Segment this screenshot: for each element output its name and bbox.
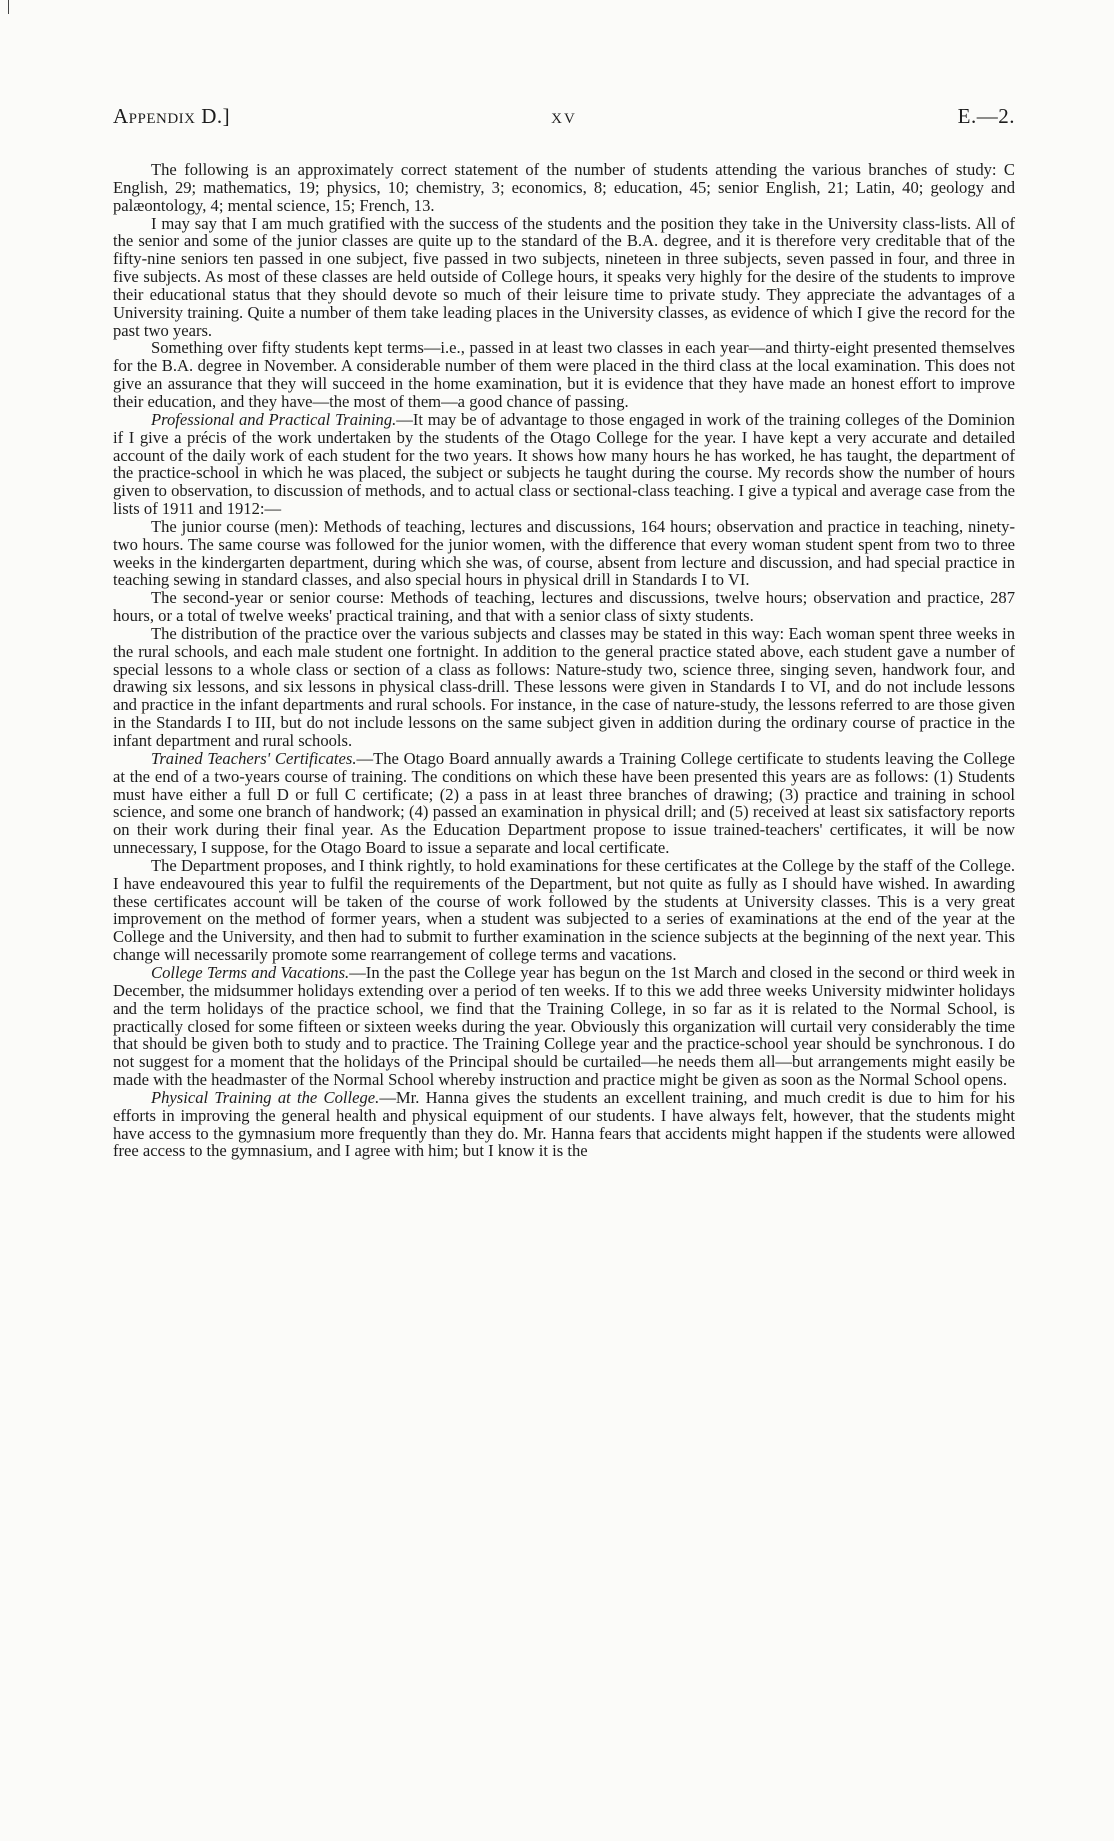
paragraph-text: The following is an approximately correct statement of the number of students attending the various branches of study: C English, 29; mathematics, 19; physics, 10; chemistry, 3; economics, 8; education, 45; senior English, 21; Latin, 40; geology and palæontology, 4; mental science, 15; French, 13. (113, 160, 1015, 215)
paragraph-text: The Department proposes, and I think rightly, to hold examinations for these certificates at the College by the staff of the College. I have endeavoured this year to fulfil the requirements of the Department, but not quite as fully as I should have wished. In awarding these certificates account will be taken of the course of work followed by the students at University classes. This is a very great improvement on the method of former years, when a student was subjected to a series of examinations at the end of the year at the College and the University, and then had to submit to further examination in the science subjects at the beginning of the next year. This change will necessarily promote some rearrangement of college terms and vacations. (113, 855, 1015, 965)
paragraph (113, 411, 1015, 518)
paragraph (113, 964, 1015, 1089)
paragraph-heading: Physical Training at the College. (151, 1087, 380, 1107)
paragraph-heading: College Terms and Vacations. (151, 962, 350, 982)
paragraph (113, 625, 1015, 750)
paragraph (113, 857, 1015, 964)
paragraph (113, 1089, 1015, 1160)
paragraph-heading: Trained Teachers' Certificates. (151, 748, 357, 768)
document-reference: E.—2. (957, 104, 1015, 128)
paragraph (113, 589, 1015, 625)
paragraph-text: I may say that I am much gratified with the success of the students and the position they take in the University class-lists. All of the senior and some of the junior classes are quite up to the standard of the B.A. degree, and it is therefore very creditable that of the fifty-nine seniors ten passed in one subject, five passed in two subjects, nineteen in three subjects, seven passed in four, and three in five subjects. As most of these classes are held outside of College hours, it speaks very highly for the desire of the students to improve their educational status that they should devote so much of their leisure time to private study. They appreciate the advantages of a University training. Quite a number of them take leading places in the University classes, as evidence of which I give the record for the past two years. (113, 213, 1015, 340)
paragraph-text: —Mr. Hanna gives the students an excellent training, and much credit is due to him for his efforts in improving the general health and physical equipment of our students. I have always felt, however, that the students might have access to the gymnasium more frequently than they do. Mr. Hanna fears that accidents might happen if the students were allowed free access to the gymnasium, and I agree with him; but I know it is the (113, 1087, 1015, 1161)
running-header (113, 104, 1015, 130)
paragraph-heading: Professional and Practical Training. (151, 409, 397, 429)
paragraph-text: The second-year or senior course: Methods of teaching, lectures and discussions, twelve hours; observation and practice, 287 hours, or a total of twelve weeks' practical training, and that with a senior class of sixty students. (113, 588, 1015, 626)
paragraph (113, 161, 1015, 215)
paragraph (113, 518, 1015, 589)
paragraph-text: —The Otago Board annually awards a Training College certificate to students leaving the College at the end of a two-years course of training. The conditions on which these have been presented this years are as follows: (1) Students must have either a full D or full C certificate; (2) a pass in at least three branches of drawing; (3) practice and training in school science, and some one branch of handwork; (4) passed an examination in physical drill; and (5) received at least six satisfactory reports on their work during their final year. As the Education Department propose to issue trained-teachers' certificates, it will be now unnecessary, I suppose, for the Otago Board to issue a separate and local certificate. (113, 748, 1015, 858)
paragraph-text: Something over fifty students kept terms—i.e., passed in at least two classes in each year—and thirty-eight presented themselves for the B.A. degree in November. A considerable number of them were placed in the third class at the local examination. This does not give an assurance that they will succeed in the home examination, but it is evidence that they have made an honest effort to improve their education, and they have—the most of them—a good chance of passing. (113, 338, 1015, 411)
paragraph (113, 339, 1015, 410)
page-number: xv (551, 104, 577, 128)
header-appendix-label: Appendix D.] (113, 104, 231, 128)
paragraph (113, 750, 1015, 857)
paragraph-text: —In the past the College year has begun on the 1st March and closed in the second or third week in December, the midsummer holidays extending over a period of ten weeks. If to this we add three weeks University midwinter holidays and the term holidays of the practice school, we find that the Training College, in so far as it is related to the Normal School, is practically closed for some fifteen or sixteen weeks during the year. Obviously this organization will curtail very considerably the time that should be given both to study and to practice. The Training College year and the practice-school year should be synchronous. I do not suggest for a moment that the holidays of the Principal should be curtailed—he needs them all—but arrangements might easily be made with the headmaster of the Normal School whereby instruction and practice might be given as soon as the Normal School opens. (113, 962, 1015, 1090)
paragraph (113, 215, 1015, 340)
paragraph-text: The junior course (men): Methods of teaching, lectures and discussions, 164 hours; observation and practice in teaching, ninety-two hours. The same course was followed for the junior women, with the difference that every woman student spent from two to three weeks in the kindergarten department, during which she was, of course, absent from lecture and discussion, and had special practice in teaching sewing in standard classes, and also special hours in physical drill in Standards I to VI. (113, 516, 1015, 590)
paragraph-text: The distribution of the practice over the various subjects and classes may be stated in this way: Each woman spent three weeks in the rural schools, and each male student one fortnight. In addition to the general practice stated above, each student gave a number of special lessons to a whole class or section of a class as follows: Nature-study two, science three, singing seven, handwork four, and drawing six lessons, and six lessons in physical class-drill. These lessons were given in Standards I to VI, and do not include lessons and practice in the infant departments and rural schools. For instance, in the case of nature-study, the lessons referred to are those given in the Standards I to III, but do not include lessons on the same subject given in addition during the ordinary course of practice in the infant department and rural schools. (113, 623, 1015, 750)
paragraph-text: —It may be of advantage to those engaged in work of the training colleges of the Dominion if I give a précis of the work undertaken by the students of the Otago College for the year. I have kept a very accurate and detailed account of the daily work of each student for the two years. It shows how many hours he has worked, he has taught, the department of the practice-school in which he was placed, the subject or subjects he taught during the course. My records show the number of hours given to observation, to discussion of methods, and to actual class or sectional-class teaching. I give a typical and average case from the lists of 1911 and 1912:— (113, 409, 1015, 519)
margin-tick (8, 0, 13, 14)
body-text (113, 161, 1015, 1160)
